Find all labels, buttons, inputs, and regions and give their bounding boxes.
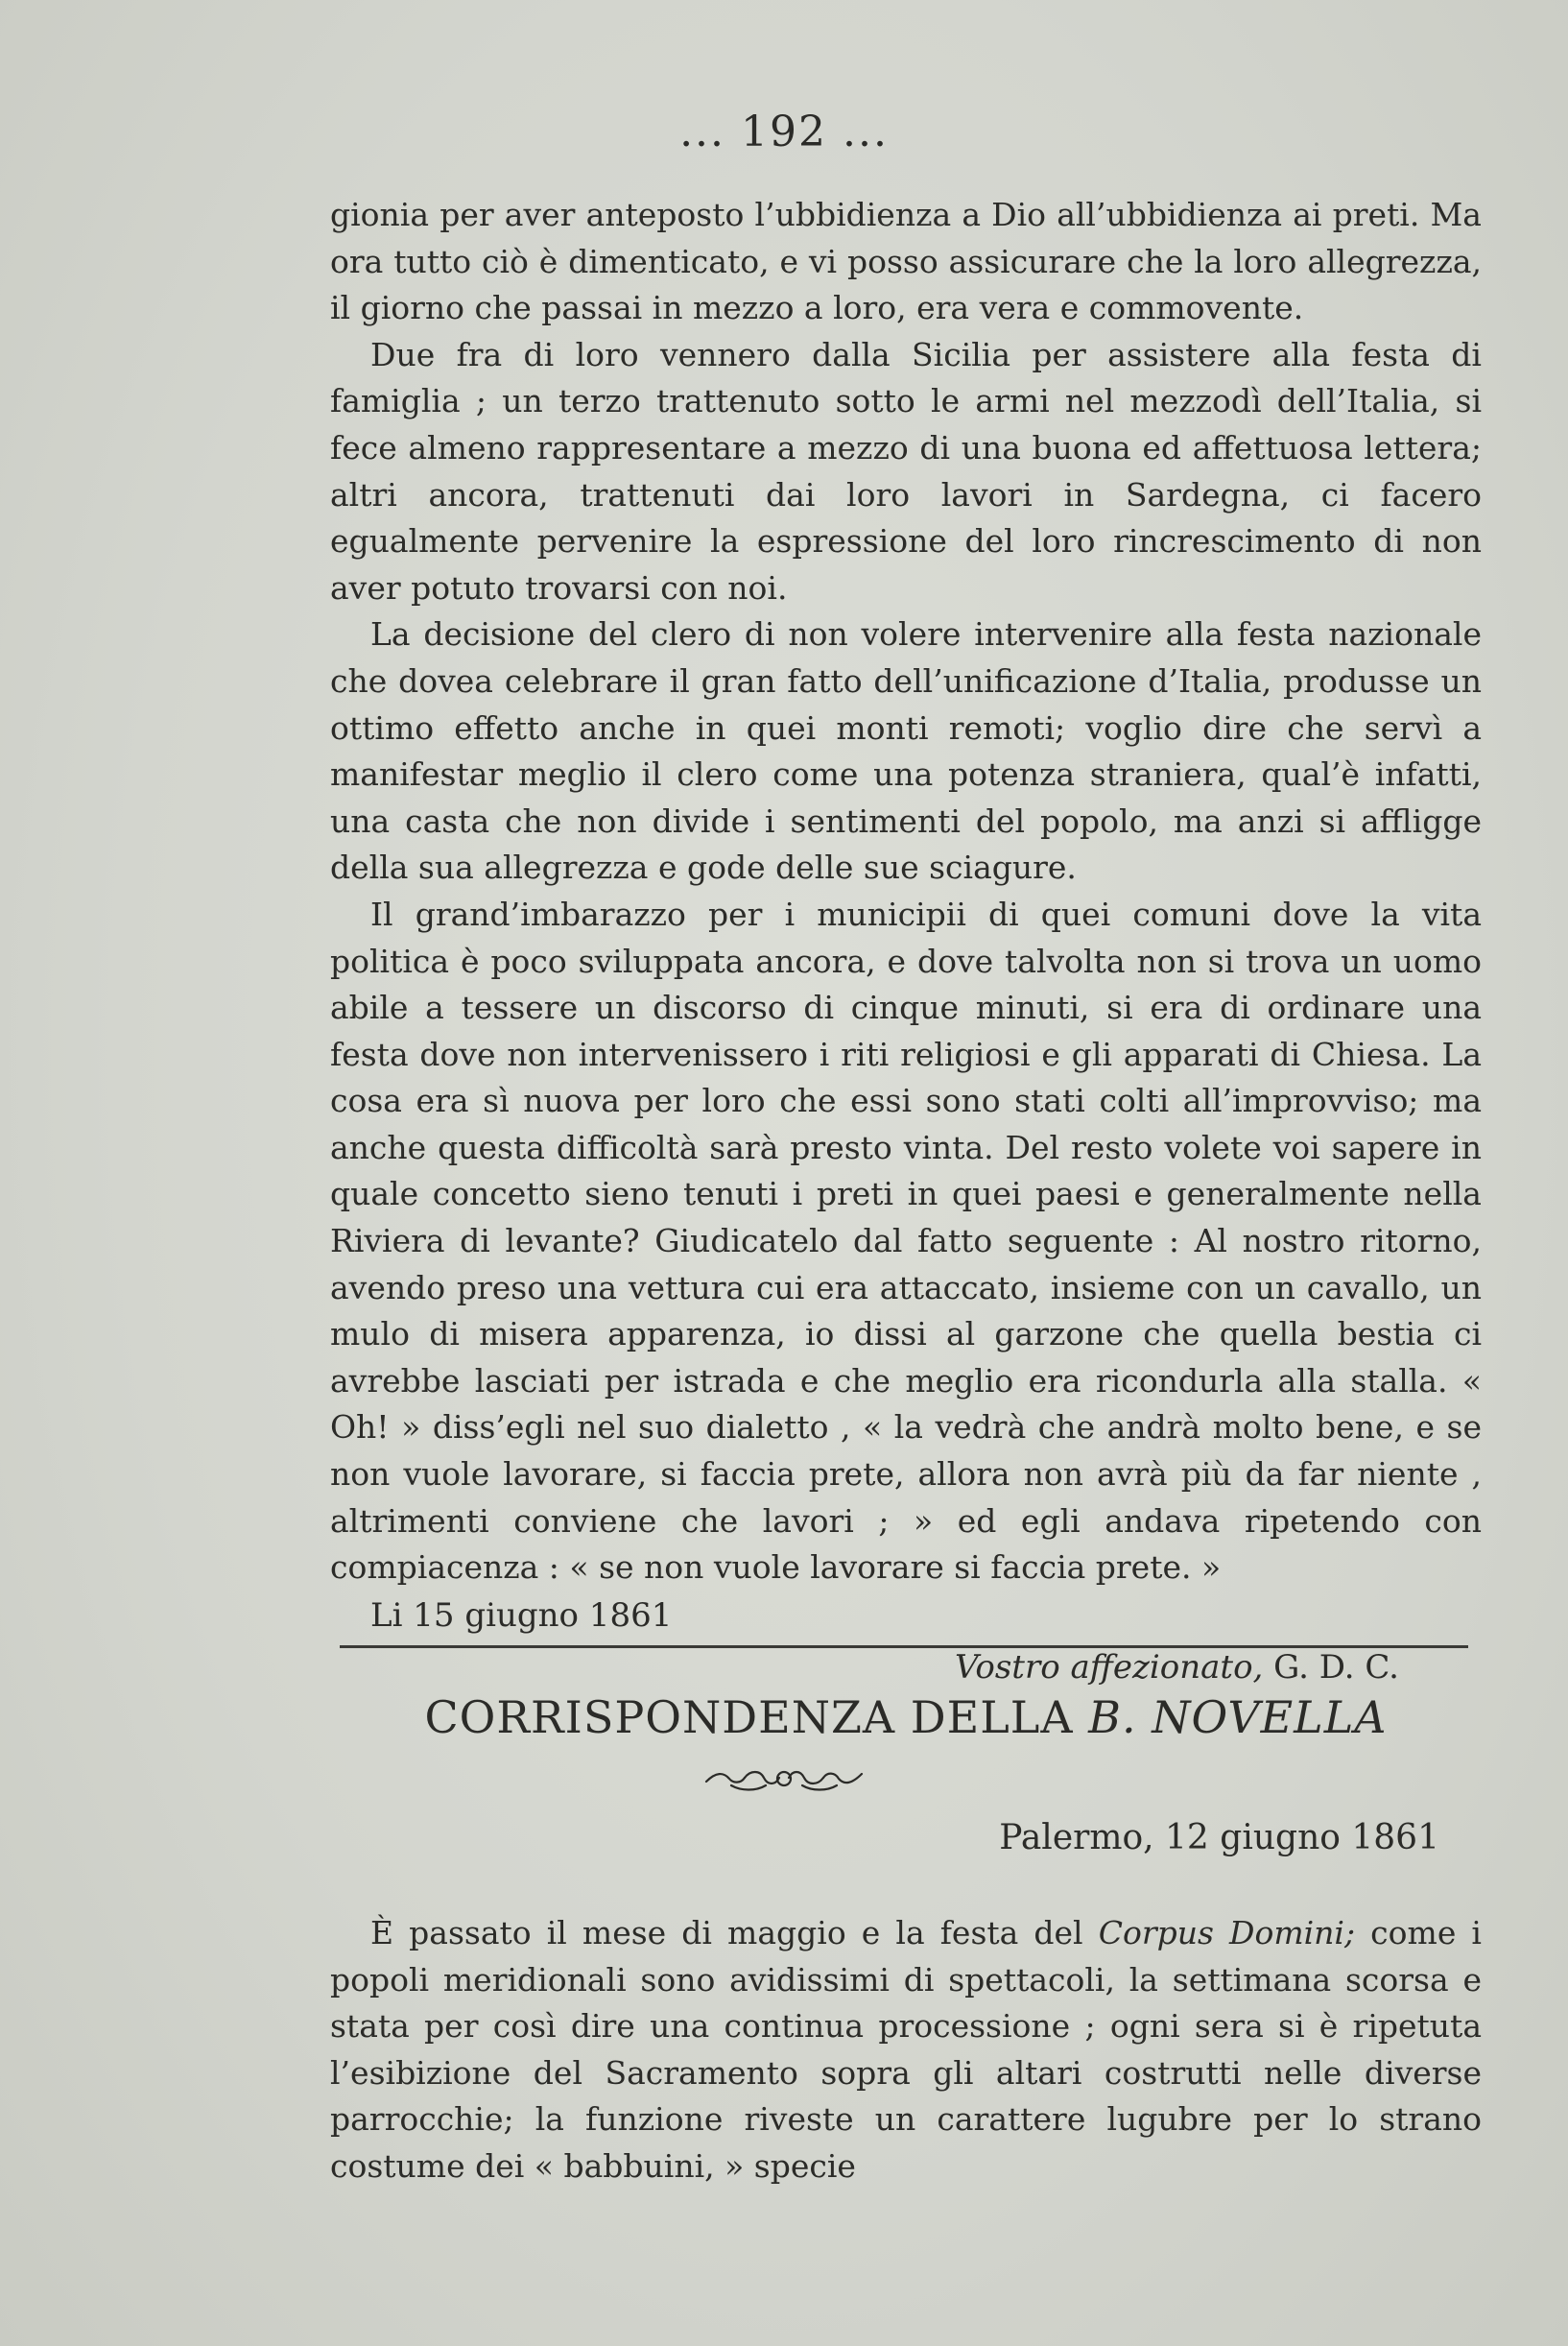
paragraph-text: La decisione del clero di non volere intervenire alla festa nazionale che dovea celebrare il gran fatto dell’unificazione d’Italia, produsse un ottimo effetto anche in quei monti remoti; voglio dire che servì a manifestar meglio il clero come una potenza straniera, qual’è infatti, una casta che non divide i sentimenti del popolo, ma anzi si affligge della sua allegrezza e gode delle sue sciagure. (330, 615, 1482, 887)
paragraph-text: È passato il mese di maggio e la festa del (370, 1914, 1099, 1951)
paragraph-text: Due fra di loro vennero dalla Sicilia per assistere alla festa di famiglia ; un terzo trattenuto sotto le armi nel mezzodì dell’Italia, si fece almeno rappresentare a mezzo di una buona ed affettuosa lettera; altri ancora, trattenuti dai loro lavori in Sardegna, ci facero egualmente pervenire la espressione del loro rincrescimento di non aver potuto trovarsi con noi. (330, 335, 1482, 607)
paragraph-text: Il grand’imbarazzo per i municipii di quei comuni dove la vita politica è poco sviluppata ancora, e dove talvolta non si trova un uomo abile a tessere un discorso di cinque minuti, si era di ordinare una festa dove non intervenissero i riti religiosi e gli apparati di Chiesa. La cosa era sì nuova per loro che essi sono stati colti all’improvviso; ma anche questa difficoltà sarà presto vinta. Del resto volete voi sapere in quale concetto sieno tenuti i preti in quei paesi e generalmente nella Riviera di levante? Giudicatelo dal fatto seguente : Al nostro ritorno, avendo preso una vettura cui era attaccato, insieme con un cavallo, un mulo di misera apparenza, io dissi al garzone che quella bestia ci avrebbe lasciati per istrada e che meglio era ricondurla alla stalla. « Oh! » diss’egli nel suo dialetto , « la vedrà che andrà molto bene, e se non vuole lavorare, si faccia prete, allora non avrà più da far niente , altrimenti conviene che lavori ; » ed egli andava ripetendo con compiacenza : « se non vuole lavorare si faccia prete. » (330, 895, 1482, 1587)
paragraph-text: gionia per aver anteposto l’ubbidienza a Dio all’ubbidienza ai preti. Ma ora tutto ciò è dimenticato, e vi posso assicurare che la loro allegrezza, il giorno che passai in mezzo a loro, era vera e commovente. (330, 196, 1482, 327)
italic-text: Corpus Domini; (1098, 1914, 1356, 1951)
paragraph (330, 332, 1482, 612)
second-letter-body (330, 1910, 1482, 2190)
letter-body (330, 192, 1482, 1691)
heading-main: CORRISPONDENZA DELLA (424, 1691, 1089, 1743)
paragraph-text: come i popoli meridionali sono avidissimi di spettacoli, la settimana scorsa e stata per così dire una continua processione ; ogni sera si è ripetuta l’esibizione del Sacramento sopra gli altari costrutti nelle diverse parrocchie; la funzione riveste un carattere lugubre per lo strano costume dei « babbuini, » specie (330, 1914, 1482, 2185)
paragraph (330, 1910, 1482, 2190)
paragraph (330, 892, 1482, 1592)
signature-initials: G. D. C. (1263, 1647, 1399, 1687)
place-date: Palermo, 12 giugno 1861 (999, 1818, 1439, 1857)
section-divider (340, 1645, 1468, 1648)
paragraph (330, 192, 1482, 332)
paragraph (330, 611, 1482, 892)
section-heading (330, 1691, 1482, 1743)
page-number: ... 192 ... (679, 108, 889, 156)
dateline: Li 15 giugno 1861 (370, 1595, 673, 1635)
signature-closing: Vostro affezionato, (954, 1647, 1264, 1687)
flourish-ornament-icon (0, 1762, 1568, 1799)
heading-italic: B. NOVELLA (1088, 1691, 1388, 1743)
signature (330, 1643, 1482, 1691)
